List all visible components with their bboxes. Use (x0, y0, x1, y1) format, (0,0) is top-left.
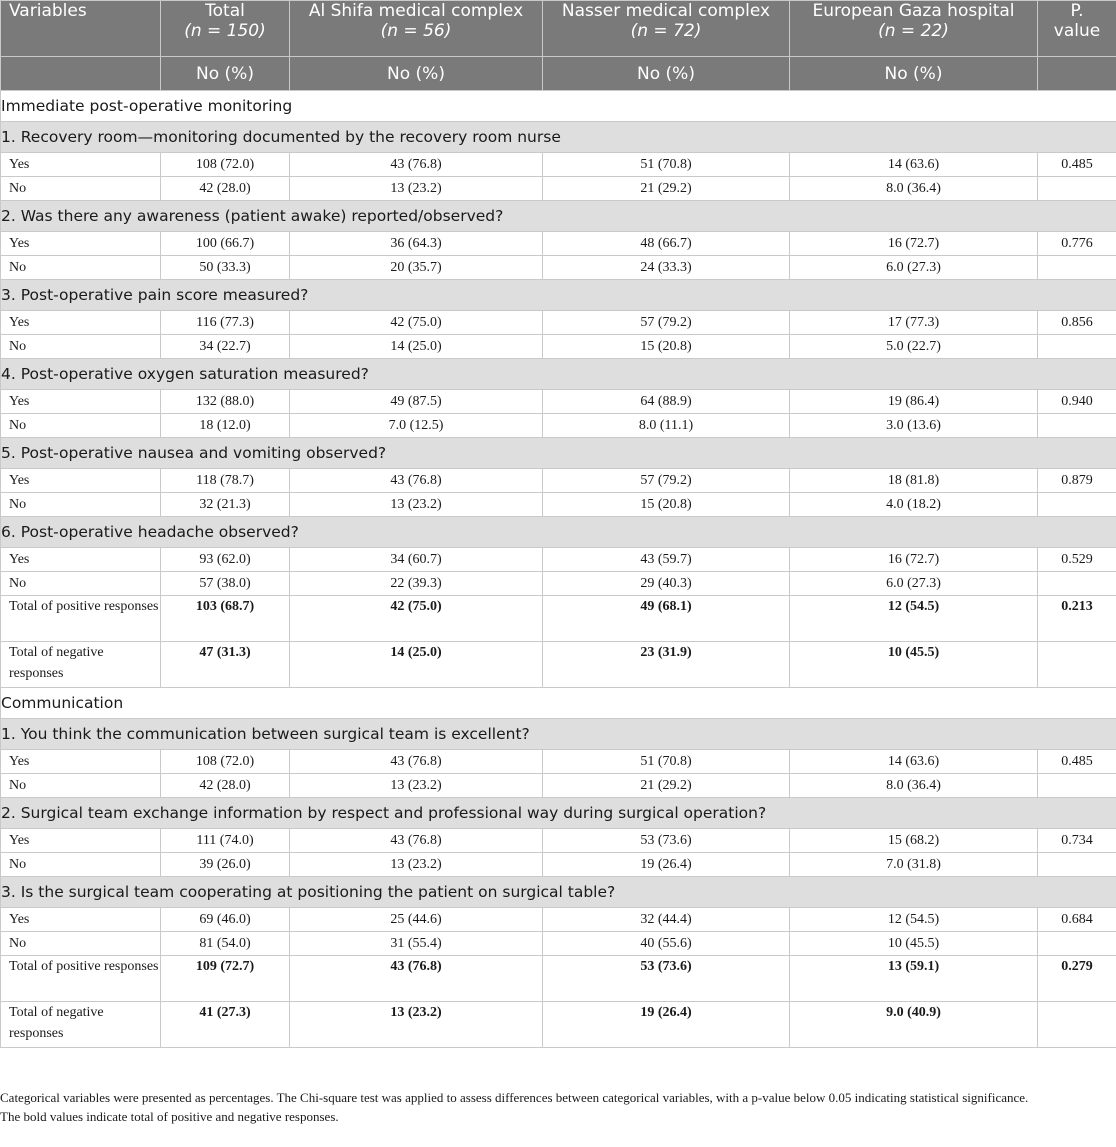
row-label: No (1, 335, 161, 359)
cell-nasser: 51 (70.8) (543, 750, 790, 774)
row-label: No (1, 853, 161, 877)
subheader-nasser: No (%) (543, 57, 790, 91)
question-row (1, 122, 1116, 153)
cell-egh: 6.0 (27.3) (790, 572, 1038, 596)
header-pvalue (1038, 1, 1116, 57)
total-cell-nasser: 49 (68.1) (543, 596, 790, 642)
table-footnotes (0, 1088, 1116, 1126)
cell-egh: 7.0 (31.8) (790, 853, 1038, 877)
footnote-bold: The bold values indicate total of positive and negative responses. (0, 1109, 339, 1124)
table-row (1, 335, 1116, 359)
cell-nasser: 53 (73.6) (543, 829, 790, 853)
cell-total: 100 (66.7) (161, 232, 290, 256)
section-row (1, 91, 1116, 122)
cell-total: 116 (77.3) (161, 311, 290, 335)
table-row (1, 311, 1116, 335)
cell-pvalue: 0.485 (1038, 153, 1116, 177)
total-cell-nasser: 53 (73.6) (543, 956, 790, 1002)
table-row (1, 829, 1116, 853)
section-title: Communication (1, 688, 1116, 719)
cell-total: 118 (78.7) (161, 469, 290, 493)
total-cell-total: 109 (72.7) (161, 956, 290, 1002)
cell-total: 108 (72.0) (161, 153, 290, 177)
total-cell-nasser: 19 (26.4) (543, 1002, 790, 1048)
cell-shifa: 20 (35.7) (290, 256, 543, 280)
cell-total: 111 (74.0) (161, 829, 290, 853)
header-nasser-label: Nasser medical complex (561, 1, 771, 21)
subheader-shifa: No (%) (290, 57, 543, 91)
cell-nasser: 32 (44.4) (543, 908, 790, 932)
question-text: 5. Post-operative nausea and vomiting observed? (1, 438, 1116, 469)
section-row (1, 688, 1116, 719)
cell-pvalue (1038, 932, 1116, 956)
cell-shifa: 43 (76.8) (290, 469, 543, 493)
question-row (1, 280, 1116, 311)
cell-pvalue (1038, 493, 1116, 517)
cell-egh: 14 (63.6) (790, 750, 1038, 774)
cell-total: 57 (38.0) (161, 572, 290, 596)
total-cell-total: 41 (27.3) (161, 1002, 290, 1048)
table-row (1, 572, 1116, 596)
table-row (1, 493, 1116, 517)
cell-shifa: 36 (64.3) (290, 232, 543, 256)
header-total-label: Total (205, 1, 245, 21)
cell-shifa: 25 (44.6) (290, 908, 543, 932)
row-label: No (1, 414, 161, 438)
total-row (1, 642, 1116, 688)
total-label: Total of negative responses (1, 1002, 161, 1048)
total-row (1, 596, 1116, 642)
question-text: 1. Recovery room—monitoring documented by the recovery room nurse (1, 122, 1116, 153)
cell-shifa: 22 (39.3) (290, 572, 543, 596)
total-cell-pvalue (1038, 1002, 1116, 1048)
cell-shifa: 34 (60.7) (290, 548, 543, 572)
cell-shifa: 13 (23.2) (290, 774, 543, 798)
cell-egh: 3.0 (13.6) (790, 414, 1038, 438)
cell-egh: 19 (86.4) (790, 390, 1038, 414)
question-text: 3. Post-operative pain score measured? (1, 280, 1116, 311)
cell-nasser: 64 (88.9) (543, 390, 790, 414)
table-row (1, 390, 1116, 414)
question-row (1, 201, 1116, 232)
subheader-empty (1, 57, 161, 91)
table-row (1, 908, 1116, 932)
total-cell-pvalue (1038, 642, 1116, 688)
header-pvalue-line2: value (1053, 21, 1101, 41)
subheader-total: No (%) (161, 57, 290, 91)
cell-pvalue (1038, 572, 1116, 596)
total-row (1, 1002, 1116, 1048)
question-row (1, 877, 1116, 908)
cell-nasser: 8.0 (11.1) (543, 414, 790, 438)
cell-total: 42 (28.0) (161, 774, 290, 798)
cell-egh: 5.0 (22.7) (790, 335, 1038, 359)
subheader-egh: No (%) (790, 57, 1038, 91)
row-label: Yes (1, 153, 161, 177)
total-label: Total of negative responses (1, 642, 161, 688)
cell-shifa: 43 (76.8) (290, 829, 543, 853)
cell-nasser: 21 (29.2) (543, 774, 790, 798)
cell-pvalue: 0.529 (1038, 548, 1116, 572)
cell-egh: 14 (63.6) (790, 153, 1038, 177)
table-row (1, 548, 1116, 572)
cell-shifa: 43 (76.8) (290, 750, 543, 774)
table-row (1, 232, 1116, 256)
cell-nasser: 24 (33.3) (543, 256, 790, 280)
question-row (1, 719, 1116, 750)
cell-total: 34 (22.7) (161, 335, 290, 359)
cell-total: 42 (28.0) (161, 177, 290, 201)
row-label: Yes (1, 750, 161, 774)
cell-egh: 17 (77.3) (790, 311, 1038, 335)
subheader-row (1, 57, 1116, 91)
table-row (1, 256, 1116, 280)
cell-total: 69 (46.0) (161, 908, 290, 932)
cell-pvalue: 0.734 (1038, 829, 1116, 853)
cell-nasser: 51 (70.8) (543, 153, 790, 177)
row-label: No (1, 256, 161, 280)
cell-total: 108 (72.0) (161, 750, 290, 774)
footnote-statistics: Categorical variables were presented as percentages. The Chi-square test was applied to assess differences between categorical variables, with a p-value below 0.05 indicating statistical significance. (0, 1090, 1029, 1105)
cell-nasser: 57 (79.2) (543, 469, 790, 493)
question-row (1, 798, 1116, 829)
row-label: No (1, 177, 161, 201)
cell-egh: 16 (72.7) (790, 548, 1038, 572)
total-label: Total of positive responses (1, 596, 161, 642)
total-cell-egh: 13 (59.1) (790, 956, 1038, 1002)
total-cell-total: 47 (31.3) (161, 642, 290, 688)
cell-shifa: 13 (23.2) (290, 853, 543, 877)
question-text: 6. Post-operative headache observed? (1, 517, 1116, 548)
row-label: Yes (1, 908, 161, 932)
row-label: Yes (1, 232, 161, 256)
cell-total: 39 (26.0) (161, 853, 290, 877)
table-row (1, 774, 1116, 798)
header-egh-n: (n = 22) (878, 21, 949, 41)
question-row (1, 438, 1116, 469)
cell-nasser: 15 (20.8) (543, 335, 790, 359)
cell-total: 32 (21.3) (161, 493, 290, 517)
row-label: Yes (1, 469, 161, 493)
table-row (1, 932, 1116, 956)
cell-pvalue: 0.776 (1038, 232, 1116, 256)
cell-egh: 10 (45.5) (790, 932, 1038, 956)
question-text: 3. Is the surgical team cooperating at positioning the patient on surgical table? (1, 877, 1116, 908)
total-cell-egh: 10 (45.5) (790, 642, 1038, 688)
cell-nasser: 19 (26.4) (543, 853, 790, 877)
total-cell-shifa: 13 (23.2) (290, 1002, 543, 1048)
cell-egh: 4.0 (18.2) (790, 493, 1038, 517)
cell-shifa: 49 (87.5) (290, 390, 543, 414)
header-total (161, 1, 290, 57)
total-cell-shifa: 43 (76.8) (290, 956, 543, 1002)
cell-total: 81 (54.0) (161, 932, 290, 956)
cell-egh: 18 (81.8) (790, 469, 1038, 493)
cell-pvalue (1038, 774, 1116, 798)
total-cell-egh: 9.0 (40.9) (790, 1002, 1038, 1048)
cell-nasser: 29 (40.3) (543, 572, 790, 596)
cell-shifa: 31 (55.4) (290, 932, 543, 956)
cell-shifa: 7.0 (12.5) (290, 414, 543, 438)
table-row (1, 853, 1116, 877)
header-egh-label: European Gaza hospital (812, 1, 1015, 21)
cell-pvalue: 0.485 (1038, 750, 1116, 774)
cell-total: 18 (12.0) (161, 414, 290, 438)
cell-shifa: 43 (76.8) (290, 153, 543, 177)
table-row (1, 750, 1116, 774)
table-row (1, 469, 1116, 493)
cell-total: 93 (62.0) (161, 548, 290, 572)
total-cell-pvalue: 0.279 (1038, 956, 1116, 1002)
total-cell-nasser: 23 (31.9) (543, 642, 790, 688)
question-text: 2. Surgical team exchange information by respect and professional way during surgical operation? (1, 798, 1116, 829)
cell-pvalue (1038, 177, 1116, 201)
table-row (1, 177, 1116, 201)
cell-egh: 8.0 (36.4) (790, 774, 1038, 798)
total-cell-egh: 12 (54.5) (790, 596, 1038, 642)
cell-egh: 12 (54.5) (790, 908, 1038, 932)
header-shifa-n: (n = 56) (380, 21, 452, 41)
cell-total: 132 (88.0) (161, 390, 290, 414)
header-shifa (290, 1, 543, 57)
cell-nasser: 40 (55.6) (543, 932, 790, 956)
cell-nasser: 43 (59.7) (543, 548, 790, 572)
row-label: Yes (1, 829, 161, 853)
question-row (1, 359, 1116, 390)
question-text: 2. Was there any awareness (patient awake) reported/observed? (1, 201, 1116, 232)
header-pvalue-line1: P. (1070, 1, 1084, 21)
question-text: 1. You think the communication between surgical team is excellent? (1, 719, 1116, 750)
section-title: Immediate post-operative monitoring (1, 91, 1116, 122)
question-row (1, 517, 1116, 548)
cell-egh: 8.0 (36.4) (790, 177, 1038, 201)
header-row (1, 1, 1116, 57)
cell-nasser: 48 (66.7) (543, 232, 790, 256)
cell-pvalue: 0.856 (1038, 311, 1116, 335)
row-label: No (1, 493, 161, 517)
row-label: No (1, 572, 161, 596)
cell-pvalue: 0.684 (1038, 908, 1116, 932)
table-row (1, 414, 1116, 438)
total-label: Total of positive responses (1, 956, 161, 1002)
cell-shifa: 42 (75.0) (290, 311, 543, 335)
cell-pvalue (1038, 335, 1116, 359)
table-row (1, 153, 1116, 177)
cell-egh: 16 (72.7) (790, 232, 1038, 256)
cell-nasser: 57 (79.2) (543, 311, 790, 335)
header-total-n: (n = 150) (184, 21, 266, 41)
cell-pvalue: 0.879 (1038, 469, 1116, 493)
total-cell-shifa: 42 (75.0) (290, 596, 543, 642)
cell-shifa: 13 (23.2) (290, 493, 543, 517)
header-shifa-label: Al Shifa medical complex (308, 1, 524, 21)
cell-pvalue (1038, 256, 1116, 280)
question-text: 4. Post-operative oxygen saturation measured? (1, 359, 1116, 390)
total-cell-shifa: 14 (25.0) (290, 642, 543, 688)
header-nasser (543, 1, 790, 57)
cell-egh: 15 (68.2) (790, 829, 1038, 853)
row-label: Yes (1, 548, 161, 572)
total-cell-total: 103 (68.7) (161, 596, 290, 642)
header-nasser-n: (n = 72) (630, 21, 702, 41)
cell-egh: 6.0 (27.3) (790, 256, 1038, 280)
total-cell-pvalue: 0.213 (1038, 596, 1116, 642)
cell-nasser: 21 (29.2) (543, 177, 790, 201)
row-label: No (1, 774, 161, 798)
cell-total: 50 (33.3) (161, 256, 290, 280)
total-row (1, 956, 1116, 1002)
cell-shifa: 14 (25.0) (290, 335, 543, 359)
subheader-pvalue (1038, 57, 1116, 91)
row-label: No (1, 932, 161, 956)
row-label: Yes (1, 390, 161, 414)
cell-pvalue (1038, 853, 1116, 877)
row-label: Yes (1, 311, 161, 335)
cell-shifa: 13 (23.2) (290, 177, 543, 201)
cell-nasser: 15 (20.8) (543, 493, 790, 517)
header-egh (790, 1, 1038, 57)
cell-pvalue (1038, 414, 1116, 438)
header-variables: Variables (1, 1, 161, 57)
cell-pvalue: 0.940 (1038, 390, 1116, 414)
